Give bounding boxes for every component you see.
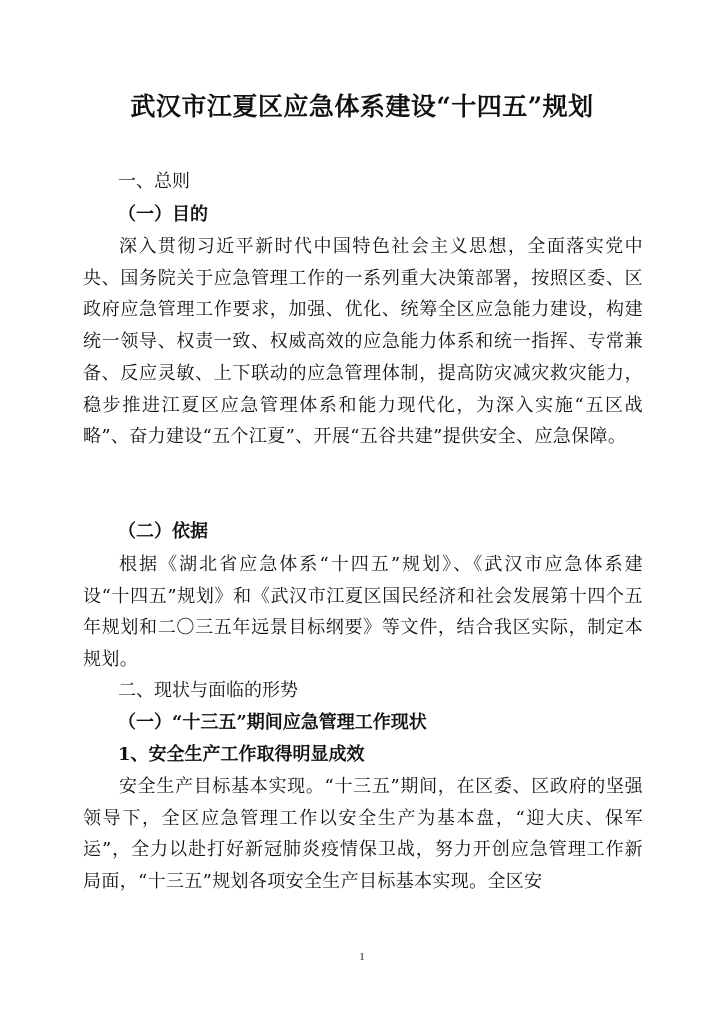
subsection-heading-13th-plan-status: （一）“十三五”期间应急管理工作现状 [118, 712, 427, 733]
document-title: 武汉市江夏区应急体系建设“十四五”规划 [130, 92, 594, 121]
section-heading-status: 二、现状与面临的形势 [118, 680, 298, 701]
page-number: 1 [359, 951, 365, 963]
section-heading-general: 一、总则 [118, 171, 190, 192]
item-heading-safety-results: 1、安全生产工作取得明显成效 [118, 744, 365, 765]
paragraph-purpose: 深入贯彻习近平新时代中国特色社会主义思想，全面落实党中央、国务院关于应急管理工作的一系列重大决策部署，按照区委、区政府应急管理工作要求，加强、优化、统筹全区应急能力建设，构建统一领导、权责一致、权威高效的应急能力体系和统一指挥、专常兼备、反应灵敏、上下联动的应急管理体制，提高防灾减灾救灾能力，稳步推进江夏区应急管理体系和能力现代化，为深入实施“五区战略”、奋力建设“五个江夏”、开展“五谷共建”提供安全、应急保障。 [83, 236, 643, 448]
subsection-heading-basis: （二）依据 [118, 521, 208, 542]
subsection-heading-purpose: （一）目的 [118, 204, 208, 225]
paragraph-safety-results: 安全生产目标基本实现。“十三五”期间，在区委、区政府的坚强领导下，全区应急管理工作以安全生产为基本盘，“迎大庆、保军运”，全力以赴打好新冠肺炎疫情保卫战，努力开创应急管理工作新局面，“十三五”规划各项安全生产目标基本实现。全区安 [83, 776, 643, 893]
paragraph-basis: 根据《湖北省应急体系“十四五”规划》、《武汉市应急体系建设“十四五”规划》和《武汉市江夏区国民经济和社会发展第十四个五年规划和二〇三五年远景目标纲要》等文件，结合我区实际，制定本规划。 [83, 554, 643, 671]
